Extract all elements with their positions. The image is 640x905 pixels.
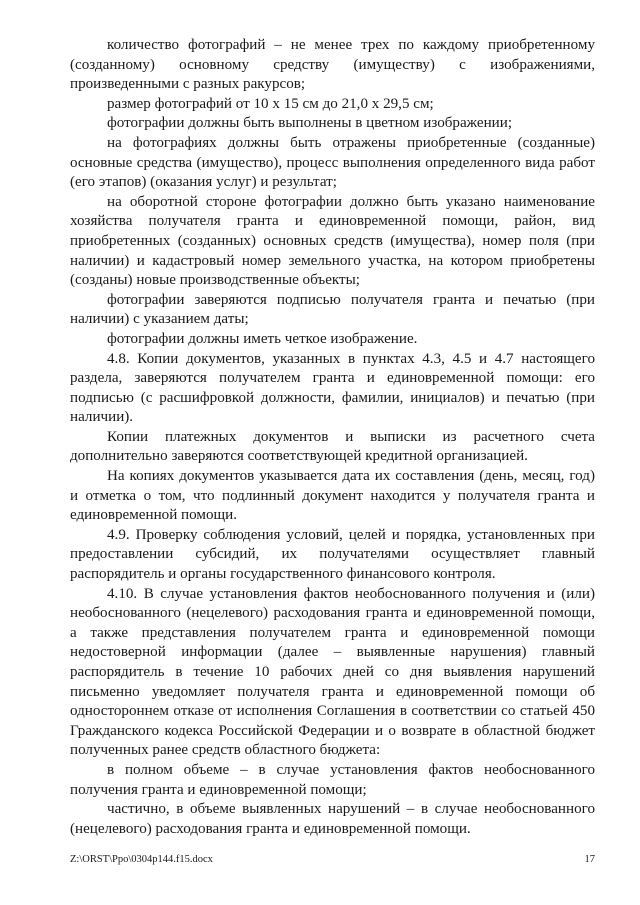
- paragraph-partial-refund: частично, в объеме выявленных нарушений – в случае необоснованного (нецелевого) расходования гранта и единовременной помощи.: [70, 801, 595, 837]
- paragraph-full-refund: в полном объеме – в случае установления фактов необоснованного получения гранта и единовременной помощи;: [70, 761, 595, 798]
- footer-page-number: 17: [584, 854, 595, 865]
- paragraph-4-10: 4.10. В случае установления фактов необоснованного получения и (или) необоснованного (нецелевого) расходования гранта и единовременной помощи, а также представления получателем гранта и единовременной помощи недостоверной информации (далее – выявленные нарушения) главный распорядитель в течение 10 рабочих дней со дня выявления нарушений письменно уведомляет получателя гранта и единовременной помощи об одностороннем отказе от исполнения Соглашения в соответствии со статьей 450 Гражданского кодекса Российской Федерации и о возврате в областной бюджет полученных ранее средств областного бюджета:: [70, 585, 595, 759]
- paragraph-photo-content: на фотографиях должны быть отражены приобретенные (созданные) основные средства (имущество), процесс выполнения определенного вида работ (его этапов) (оказания услуг) и результат;: [70, 134, 595, 191]
- paragraph-copy-date: На копиях документов указывается дата их составления (день, месяц, год) и отметка о том, что подлинный документ находится у получателя гранта и единовременной помощи.: [70, 468, 595, 524]
- footer-file-path: Z:\ORST\Ppo\0304p144.f15.docx: [70, 854, 213, 865]
- paragraph-4-8: 4.8. Копии документов, указанных в пунктах 4.3, 4.5 и 4.7 настоящего раздела, заверяются получателем гранта и единовременной помощи: его подписью (с расшифровкой должности, фамилии, инициалов) и печатью (при наличии).: [70, 350, 595, 426]
- paragraph-photo-count: количество фотографий – не менее трех по каждому приобретенному (созданному) основному средству (имуществу) с изображениями, произведенными с разных ракурсов;: [70, 37, 595, 93]
- paragraph-photo-reverse-side: на оборотной стороне фотографии должно быть указано наименование хозяйства получателя гранта и единовременной помощи, район, вид приобретенных (созданных) основных средств (имущества), номер поля (при наличии) и кадастровый номер земельного участка, на котором приобретены (созданы) новые производственные объекты;: [70, 193, 595, 289]
- document-body: [70, 36, 595, 839]
- paragraph-photo-clarity: фотографии должны иметь четкое изображение.: [107, 330, 418, 347]
- paragraph-photo-color: фотографии должны быть выполнены в цветном изображении;: [107, 115, 513, 132]
- paragraph-payment-copies: Копии платежных документов и выписки из расчетного счета дополнительно заверяются соответствующей кредитной организацией.: [70, 428, 595, 465]
- paragraph-4-9: 4.9. Проверку соблюдения условий, целей и порядка, установленных при предоставлении субсидий, их получателями осуществляет главный распорядитель и органы государственного финансового контроля.: [70, 526, 595, 583]
- paragraph-photo-size: размер фотографий от 10 х 15 см до 21,0 х 29,5 см;: [107, 95, 434, 112]
- paragraph-photo-certification: фотографии заверяются подписью получателя гранта и печатью (при наличии) с указанием даты;: [70, 291, 595, 328]
- page-footer: [70, 854, 595, 868]
